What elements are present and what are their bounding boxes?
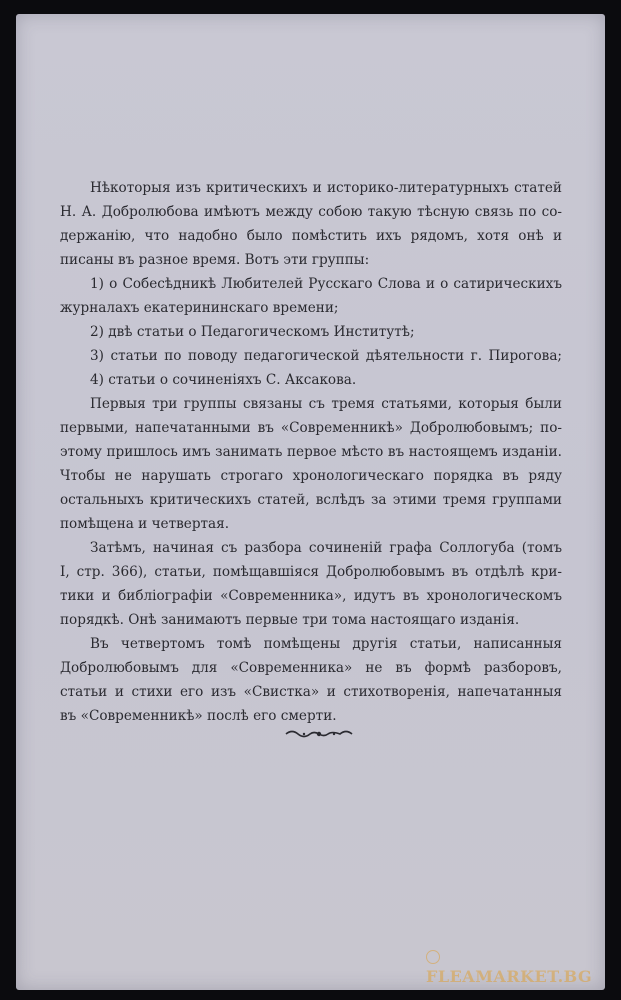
book-page — [16, 14, 605, 990]
watermark — [426, 948, 605, 986]
list-item: 1) о Собесѣдникѣ Любителей Русскаго Слова и о сатирическихъ — [90, 276, 562, 292]
text-line: Нѣкоторыя изъ критическихъ и историко-литературныхъ статей — [90, 180, 562, 196]
text-line: остальныхъ критическихъ статей, вслѣдъ за этими тремя группами — [60, 492, 562, 508]
ornament-divider-icon — [284, 727, 354, 741]
text-line: помѣщена и четвертая. — [60, 516, 230, 532]
text-line: Чтобы не нарушать строгаго хронологическаго порядка въ ряду — [60, 468, 562, 484]
text-line: держанію, что надобно было помѣстить ихъ рядомъ, хотя онѣ и — [60, 228, 562, 244]
list-item: 3) статьи по поводу педагогической дѣятельности г. Пирогова; — [90, 348, 562, 364]
text-line: въ «Современникѣ» послѣ его смерти. — [60, 708, 337, 724]
text-line: Затѣмъ, начиная съ разбора сочиненій графа Соллогуба (томъ — [90, 540, 562, 556]
list-item: 2) двѣ статьи о Педагогическомъ Институтѣ; — [90, 324, 415, 340]
text-line: первыми, напечатанными въ «Современникѣ» Добролюбовымъ; по- — [60, 420, 562, 436]
text-line: статьи и стихи его изъ «Свистка» и стихотворенія, напечатанныя — [60, 684, 562, 700]
page-body-text — [60, 176, 562, 728]
text-line: Добролюбовымъ для «Современника» не въ формѣ разборовъ, — [60, 660, 562, 676]
text-line: тики и библіографіи «Современника», идутъ въ хронологическомъ — [60, 588, 562, 604]
text-line: Въ четвертомъ томѣ помѣщены другія статьи, написанныя — [90, 636, 562, 652]
text-line: порядкѣ. Онѣ занимаютъ первые три тома настоящаго изданія. — [60, 612, 520, 628]
text-line: Н. А. Добролюбова имѣютъ между собою такую тѣсную связь по со- — [60, 204, 562, 220]
text-line: журналахъ екатерининскаго времени; — [60, 300, 339, 316]
watermark-logo-icon — [426, 950, 440, 964]
watermark-text: FLEAMARKET.BG — [426, 967, 593, 986]
text-line: Первыя три группы связаны съ тремя статьями, которыя были — [90, 396, 562, 412]
list-item: 4) статьи о сочиненіяхъ С. Аксакова. — [90, 372, 357, 388]
text-line: писаны въ разное время. Вотъ эти группы: — [60, 252, 370, 268]
text-line: этому пришлось имъ занимать первое мѣсто въ настоящемъ изданіи. — [60, 444, 562, 460]
text-line: I, стр. 366), статьи, помѣщавшіяся Добролюбовымъ въ отдѣлѣ кри- — [60, 564, 562, 580]
